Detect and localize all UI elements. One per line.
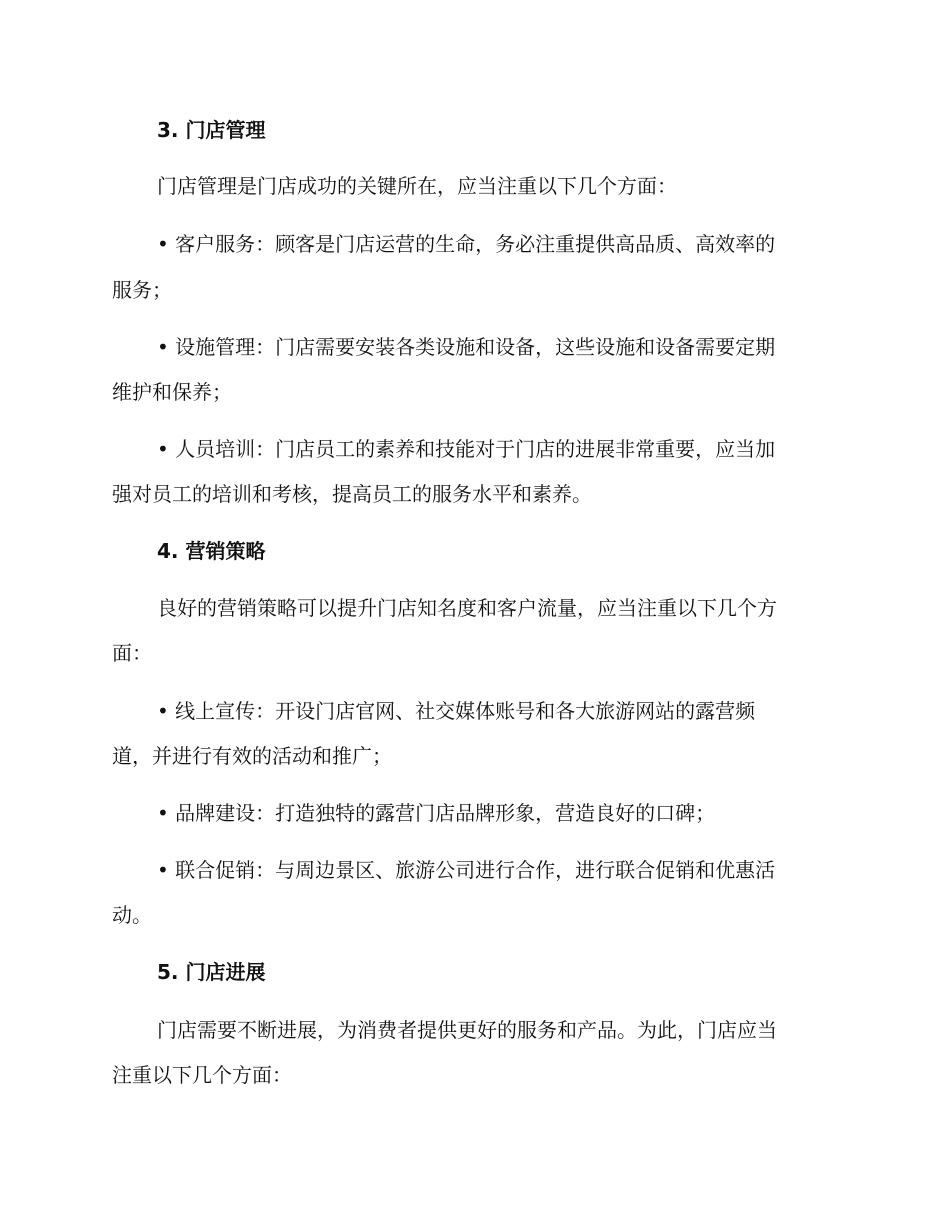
section-intro-5-cont: 注重以下几个方面： <box>112 1063 292 1087</box>
list-item-joint-promotion: • 联合促销：与周边景区、旅游公司进行合作，进行联合促销和优惠活 <box>157 858 776 882</box>
section-intro-5: 门店需要不断进展，为消费者提供更好的服务和产品。为此，门店应当 <box>157 1018 777 1042</box>
section-heading-3: 3. 门店管理 <box>157 118 266 142</box>
list-item-staff-training-cont: 强对员工的培训和考核，提高员工的服务水平和素养。 <box>112 482 592 506</box>
list-item-staff-training: • 人员培训：门店员工的素养和技能对于门店的进展非常重要，应当加 <box>157 437 776 461</box>
section-intro-4-cont: 面： <box>112 641 152 665</box>
list-item-facility-management-cont: 维护和保养； <box>112 380 232 404</box>
list-item-online-promotion: • 线上宣传：开设门店官网、社交媒体账号和各大旅游网站的露营频 <box>157 699 756 723</box>
section-heading-5: 5. 门店进展 <box>157 960 266 984</box>
list-item-customer-service-cont: 服务； <box>112 278 172 302</box>
list-item-customer-service: • 客户服务：顾客是门店运营的生命，务必注重提供高品质、高效率的 <box>157 232 776 256</box>
list-item-brand-building: • 品牌建设：打造独特的露营门店品牌形象，营造良好的口碑； <box>157 801 716 825</box>
section-intro-4: 良好的营销策略可以提升门店知名度和客户流量，应当注重以下几个方 <box>157 596 777 620</box>
section-intro-3: 门店管理是门店成功的关键所在，应当注重以下几个方面： <box>157 174 677 198</box>
list-item-facility-management: • 设施管理：门店需要安装各类设施和设备，这些设施和设备需要定期 <box>157 335 776 359</box>
list-item-online-promotion-cont: 道，并进行有效的活动和推广； <box>112 744 392 768</box>
list-item-joint-promotion-cont: 动。 <box>112 903 152 927</box>
section-heading-4: 4. 营销策略 <box>157 539 266 563</box>
